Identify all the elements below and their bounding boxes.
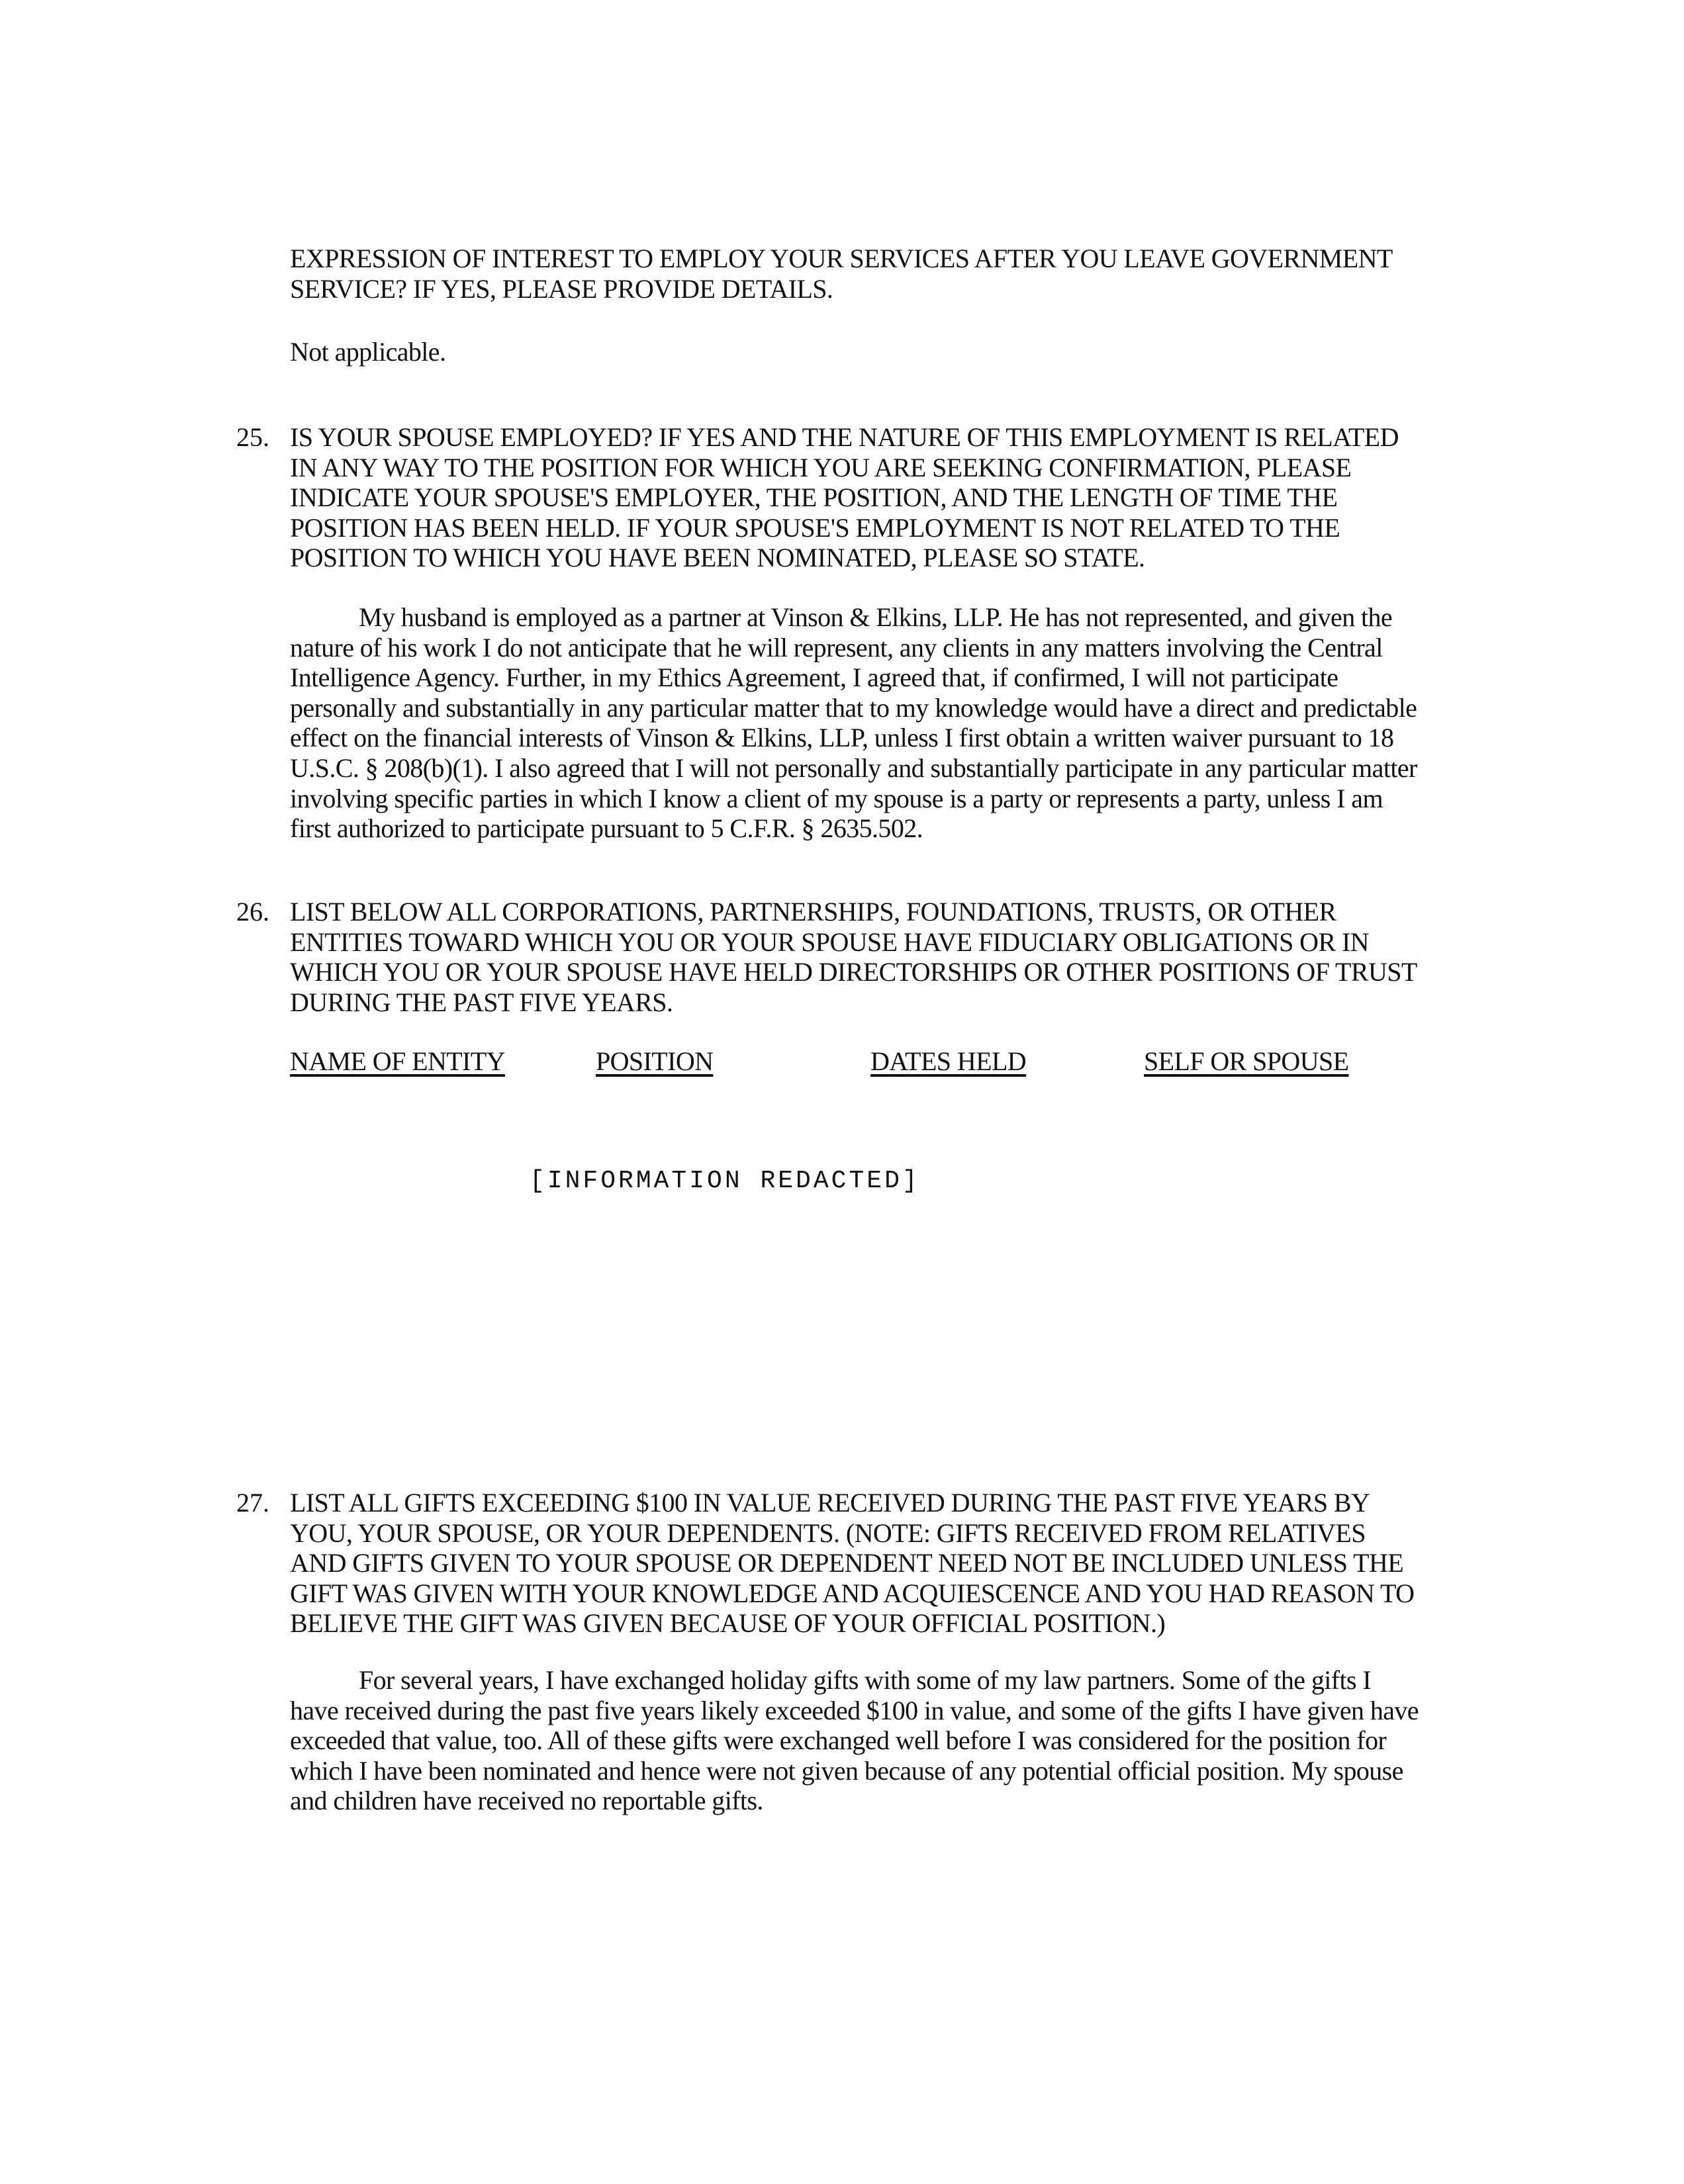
question-line: ENTITIES TOWARD WHICH YOU OR YOUR SPOUSE HAVE FIDUCIARY OBLIGATIONS OR IN [290, 927, 1369, 957]
column-header-position: POSITION [596, 1046, 714, 1076]
answer-24: Not applicable. [290, 337, 446, 367]
answer-line: which I have been nominated and hence were not given because of any potential official position. My spouse [290, 1755, 1403, 1786]
question-line: LIST BELOW ALL CORPORATIONS, PARTNERSHIPS, FOUNDATIONS, TRUSTS, OR OTHER [290, 897, 1336, 927]
question-line: SERVICE? IF YES, PLEASE PROVIDE DETAILS. [290, 273, 833, 304]
answer-27 [290, 1665, 1419, 1816]
question-line: EXPRESSION OF INTEREST TO EMPLOY YOUR SERVICES AFTER YOU LEAVE GOVERNMENT [290, 244, 1393, 273]
question-line: IN ANY WAY TO THE POSITION FOR WHICH YOU ARE SEEKING CONFIRMATION, PLEASE [290, 452, 1352, 482]
question-line: DURING THE PAST FIVE YEARS. [290, 987, 673, 1017]
answer-line: U.S.C. § 208(b)(1). I also agreed that I will not personally and substantially participate in any particular matter [290, 752, 1417, 783]
question-25 [290, 422, 1399, 573]
question-number: 25. [236, 422, 269, 452]
question-24-continuation [290, 244, 1393, 304]
column-header-self-or-spouse: SELF OR SPOUSE [1144, 1046, 1349, 1076]
question-27 [290, 1488, 1414, 1639]
question-line: POSITION HAS BEEN HELD. IF YOUR SPOUSE'S EMPLOYMENT IS NOT RELATED TO THE [290, 512, 1340, 543]
question-line: IS YOUR SPOUSE EMPLOYED? IF YES AND THE NATURE OF THIS EMPLOYMENT IS RELATED [290, 422, 1399, 452]
answer-line: exceeded that value, too. All of these gifts were exchanged well before I was considered for the position for [290, 1725, 1387, 1756]
question-line: YOU, YOUR SPOUSE, OR YOUR DEPENDENTS. (NOTE: GIFTS RECEIVED FROM RELATIVES [290, 1518, 1366, 1548]
answer-line: nature of his work I do not anticipate that he will represent, any clients in any matters involving the Central [290, 632, 1383, 662]
answer-25 [290, 602, 1417, 844]
column-header-name-of-entity: NAME OF ENTITY [290, 1046, 505, 1076]
question-line: WHICH YOU OR YOUR SPOUSE HAVE HELD DIRECTORSHIPS OR OTHER POSITIONS OF TRUST [290, 957, 1417, 987]
answer-line: involving specific parties in which I know a client of my spouse is a party or represents a party, unless I am [290, 783, 1383, 813]
answer-line: and children have received no reportable gifts. [290, 1786, 763, 1816]
answer-line: My husband is employed as a partner at Vinson & Elkins, LLP. He has not represented, and given the [359, 602, 1393, 632]
question-number: 27. [236, 1488, 269, 1518]
answer-line: first authorized to participate pursuant to 5 C.F.R. § 2635.502. [290, 813, 923, 844]
question-26 [290, 897, 1417, 1017]
question-line: AND GIFTS GIVEN TO YOUR SPOUSE OR DEPENDENT NEED NOT BE INCLUDED UNLESS THE [290, 1548, 1404, 1578]
question-line: POSITION TO WHICH YOU HAVE BEEN NOMINATED, PLEASE SO STATE. [290, 543, 1145, 573]
answer-line: For several years, I have exchanged holiday gifts with some of my law partners. Some of the gifts I [359, 1665, 1372, 1695]
redaction-notice: [INFORMATION REDACTED] [530, 1167, 920, 1195]
answer-line: effect on the financial interests of Vinson & Elkins, LLP, unless I first obtain a written waiver pursuant to 18 [290, 723, 1394, 753]
answer-line: have received during the past five years likely exceeded $100 in value, and some of the gifts I have given have [290, 1695, 1419, 1725]
question-line: INDICATE YOUR SPOUSE'S EMPLOYER, THE POSITION, AND THE LENGTH OF TIME THE [290, 482, 1338, 513]
column-header-dates-held: DATES HELD [870, 1046, 1027, 1076]
answer-line: Intelligence Agency. Further, in my Ethics Agreement, I agreed that, if confirmed, I will not participate [290, 662, 1338, 693]
question-line: BELIEVE THE GIFT WAS GIVEN BECAUSE OF YOUR OFFICIAL POSITION.) [290, 1608, 1166, 1639]
question-number: 26. [236, 897, 269, 927]
answer-line: personally and substantially in any particular matter that to my knowledge would have a direct and predictable [290, 692, 1417, 723]
question-line: GIFT WAS GIVEN WITH YOUR KNOWLEDGE AND ACQUIESCENCE AND YOU HAD REASON TO [290, 1578, 1415, 1608]
question-line: LIST ALL GIFTS EXCEEDING $100 IN VALUE RECEIVED DURING THE PAST FIVE YEARS BY [290, 1488, 1370, 1518]
